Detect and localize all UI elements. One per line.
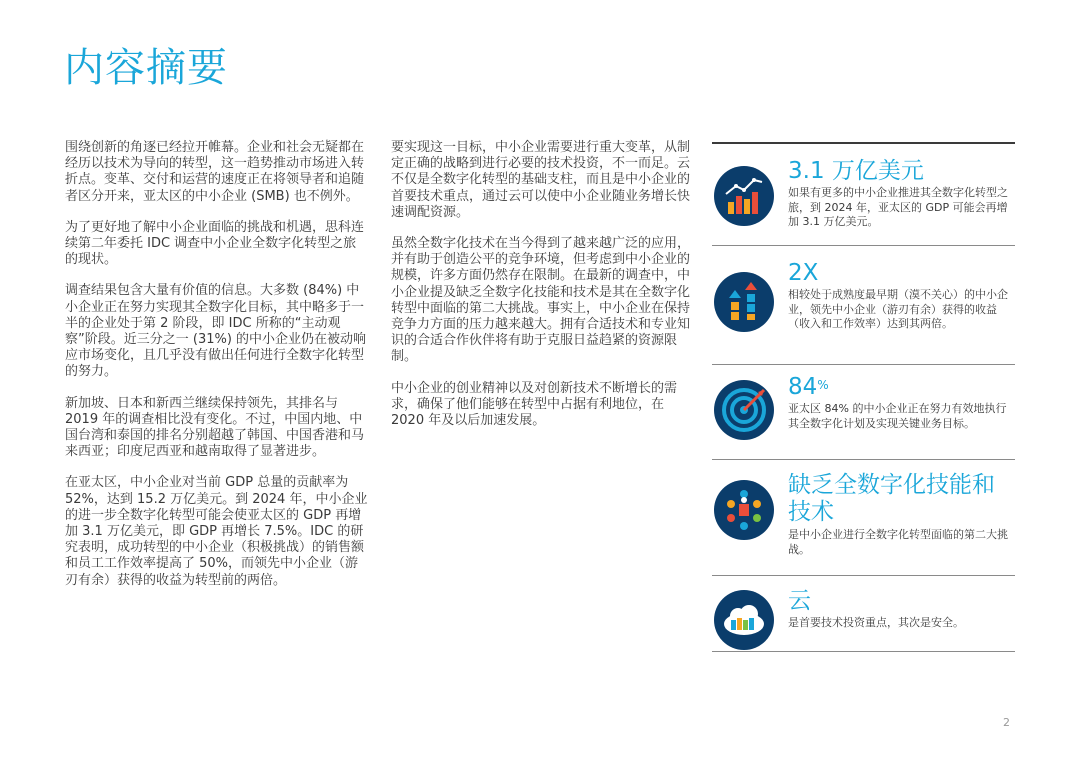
divider bbox=[712, 459, 1015, 460]
divider bbox=[712, 364, 1015, 365]
stat-description: 是首要技术投资重点，其次是安全。 bbox=[788, 616, 964, 629]
stat-headline-value: 84 bbox=[788, 374, 818, 400]
stat-headline: 缺乏全数字化技能和技术 bbox=[788, 472, 995, 525]
stat-2x bbox=[712, 260, 1015, 360]
stat-headline: 2X bbox=[788, 260, 819, 286]
people-network-icon bbox=[714, 480, 774, 540]
sidebar-top-rule bbox=[712, 142, 1015, 144]
stat-skills-gap bbox=[712, 472, 1015, 572]
divider bbox=[712, 651, 1015, 652]
stat-description: 是中小企业进行全数字化转型面临的第二大挑战。 bbox=[788, 528, 1008, 556]
chart-icon bbox=[714, 166, 774, 226]
stat-description: 相较处于成熟度最早期（漠不关心）的中小企业，领先中小企业（游刃有余）获得的收益（收入和工作效率）达到其两倍。 bbox=[788, 288, 1008, 330]
stat-84-percent bbox=[712, 370, 1015, 460]
paragraph: 为了更好地了解中小企业面临的挑战和机遇，思科连续第二年委托 IDC 调查中小企业全数字化转型之旅的现状。 bbox=[65, 219, 365, 268]
stat-cloud bbox=[712, 586, 1015, 666]
text-column-middle bbox=[391, 140, 691, 444]
divider bbox=[712, 245, 1015, 246]
divider bbox=[712, 575, 1015, 576]
paragraph: 新加坡、日本和新西兰继续保持领先，其排名与 2019 年的调查相比没有变化。不过，中国内地、中国台湾和泰国的排名分别超越了韩国、中国香港和马来西亚；印度尼西亚和越南取得了显著进步。 bbox=[65, 395, 365, 460]
page-title: 内容摘要 bbox=[64, 45, 228, 91]
text-column-left bbox=[65, 140, 368, 604]
stat-headline bbox=[788, 374, 1015, 400]
cloud-icon bbox=[714, 590, 774, 650]
stat-gdp bbox=[712, 158, 1015, 258]
stat-description: 亚太区 84% 的中小企业正在努力有效地执行其全数字化计划及实现关键业务目标。 bbox=[788, 402, 1007, 430]
key-stats-sidebar bbox=[712, 142, 1015, 629]
growth-arrows-icon bbox=[714, 272, 774, 332]
paragraph: 调查结果包含大量有价值的信息。大多数 (84%) 中小企业正在努力实现其全数字化目标，其中略多于一半的企业处于第 2 阶段，即 IDC 所称的“主动观察”阶段。近三分之一 (31%) 的中小企业仍在被动响应市场变化，且几乎没有做出任何进行全数字化转型的努力。 bbox=[65, 283, 367, 380]
stat-headline: 云 bbox=[788, 588, 811, 614]
stat-headline: 3.1 万亿美元 bbox=[788, 158, 924, 184]
paragraph: 围绕创新的角逐已经拉开帷幕。企业和社会无疑都在经历以技术为导向的转型，这一趋势推动市场进入转折点。变革、交付和运营的速度正在将领导者和追随者区分开来，亚太区的中小企业 (SMB) 也不例外。 bbox=[65, 140, 365, 204]
percent-sign: % bbox=[817, 378, 829, 392]
target-icon bbox=[714, 380, 774, 440]
stat-description: 如果有更多的中小企业推进其全数字化转型之旅，到 2024 年，亚太区的 GDP 可能会再增加 3.1 万亿美元。 bbox=[788, 186, 1008, 228]
page-number: 2 bbox=[1003, 716, 1010, 729]
paragraph: 要实现这一目标，中小企业需要进行重大变革，从制定正确的战略到进行必要的技术投资，不一而足。云不仅是全数字化转型的基础支柱，而且是中小企业的首要技术重点，通过云可以使中小企业随业务增长快速调配资源。 bbox=[391, 140, 691, 220]
paragraph: 在亚太区，中小企业对当前 GDP 总量的贡献率为 52%，达到 15.2 万亿美元。到 2024 年，中小企业的进一步全数字化转型可能会使亚太区的 GDP 再增加 3.1 万亿美元，即 GDP 再增长 7.5%。IDC 的研究表明，成功转型的中小企业（积极挑战）的销售额和员工工作效率提高了 50%，而领先中小企业（游刃有余）获得的收益为转型前的两倍。 bbox=[65, 475, 368, 588]
paragraph: 中小企业的创业精神以及对创新技术不断增长的需求，确保了他们能够在转型中占据有利地位，在 2020 年及以后加速发展。 bbox=[391, 380, 678, 429]
paragraph: 虽然全数字化技术在当今得到了越来越广泛的应用，并有助于创造公平的竞争环境，但考虑到中小企业的规模，许多方面仍然存在限制。在最新的调查中，中小企业提及缺乏全数字化技能和技术是其在全数字化转型中面临的第二大挑战。事实上，中小企业在保持竞争力方面的压力越来越大。拥有合适技术和专业知识的合适合作伙伴将有助于克服日益趋紧的资源限制。 bbox=[391, 236, 691, 365]
